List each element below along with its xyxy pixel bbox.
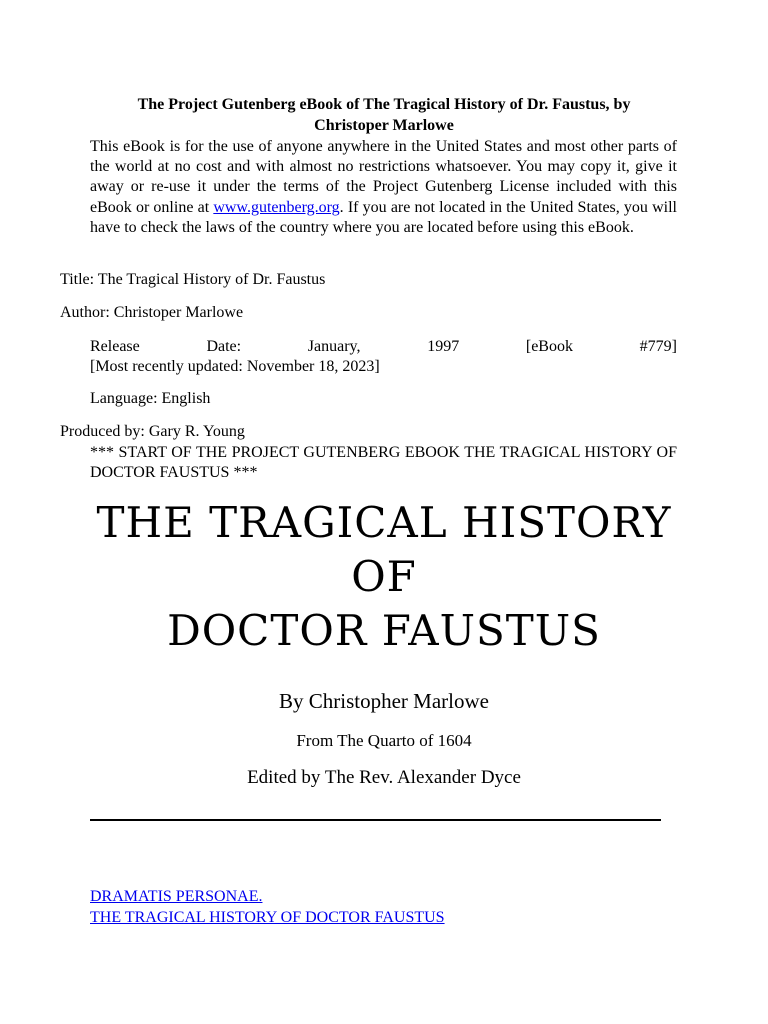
book-title-line-3: DOCTOR FAUSTUS (167, 606, 601, 655)
metadata-author: Author: Christoper Marlowe (60, 304, 244, 321)
release-word: 1997 (427, 338, 460, 355)
metadata-produced-by: Produced by: Gary R. Young (60, 423, 245, 440)
release-word: Release (90, 338, 140, 355)
license-intro-paragraph (90, 137, 677, 238)
metadata-release (90, 337, 677, 377)
book-title-line-1: THE TRAGICAL HISTORY (96, 498, 672, 547)
release-word: Date: (206, 338, 242, 355)
gutenberg-link[interactable]: www.gutenberg.org (213, 198, 340, 216)
ebook-header-title (90, 94, 678, 136)
metadata-title: Title: The Tragical History of Dr. Faustus (60, 271, 326, 288)
book-byline: By Christopher Marlowe (279, 689, 489, 713)
horizontal-divider (90, 819, 661, 821)
book-source: From The Quarto of 1604 (296, 731, 472, 750)
release-date-row (90, 337, 677, 357)
intro-text-after-link: . If you are not located in the United States, you will have to check the laws of the country where you are located before using this eBook. (90, 198, 677, 236)
book-title-line-2: OF (351, 552, 417, 601)
header-title-line-1: The Project Gutenberg eBook of The Tragical History of Dr. Faustus, by (137, 96, 631, 113)
release-word: [eBook (525, 338, 573, 355)
release-word: #779] (639, 338, 677, 355)
book-title (0, 496, 768, 658)
toc-link-dramatis-personae[interactable]: DRAMATIS PERSONAE. (90, 888, 263, 905)
table-of-contents (90, 886, 445, 928)
book-editor: Edited by The Rev. Alexander Dyce (247, 767, 521, 788)
release-updated: [Most recently updated: November 18, 2023] (90, 358, 380, 375)
toc-link-tragical-history[interactable]: THE TRAGICAL HISTORY OF DOCTOR FAUSTUS (90, 909, 445, 926)
metadata-language: Language: English (90, 390, 211, 407)
start-of-ebook-marker: *** START OF THE PROJECT GUTENBERG EBOOK THE TRAGICAL HISTORY OF DOCTOR FAUSTUS *** (90, 444, 677, 481)
release-word: January, (307, 338, 361, 355)
header-title-line-2: Christoper Marlowe (314, 117, 454, 134)
intro-text-before-link: This eBook is for the use of anyone anywhere in the United States and most other parts of the world at no cost and with almost no restrictions whatsoever. You may copy it, give it away or re-use it under the terms of the Project Gutenberg License included with this eBook or online at (90, 138, 677, 216)
